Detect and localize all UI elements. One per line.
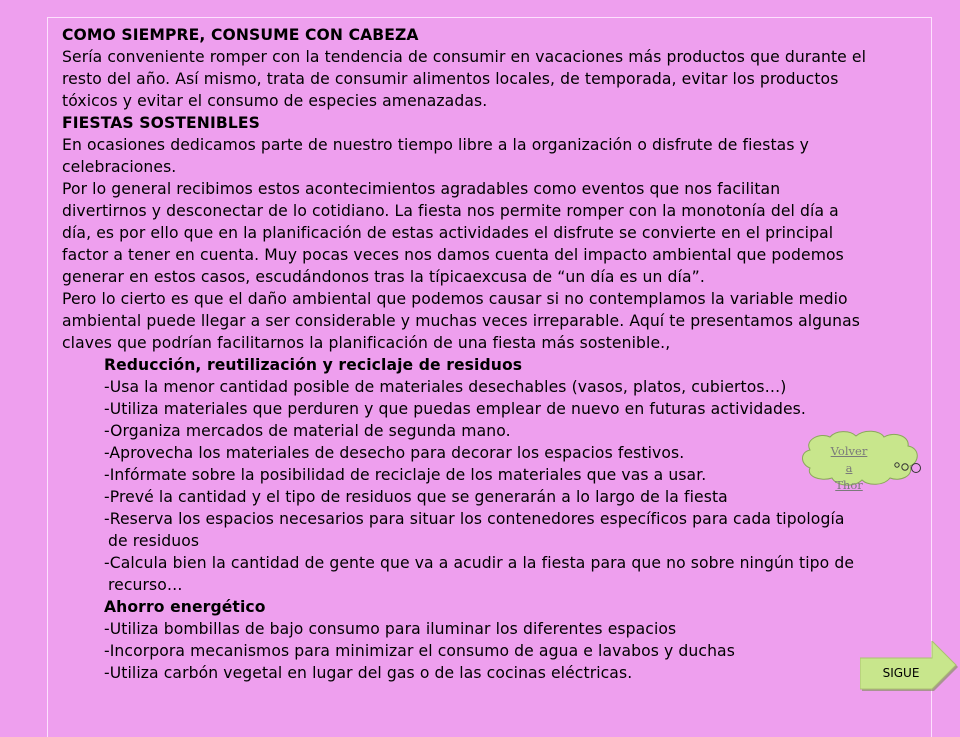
- list-item-line: -Utiliza bombillas de bajo consumo para iluminar los diferentes espacios: [104, 620, 677, 638]
- paragraph-line: resto del año. Así mismo, trata de consumir alimentos locales, de temporada, evitar los productos: [62, 70, 839, 88]
- paragraph-line: Pero lo cierto es que el daño ambiental que podemos causar si no contemplamos la variable medio: [62, 290, 848, 308]
- paragraph-line: divertirnos y desconectar de lo cotidiano. La fiesta nos permite romper con la monotonía del día a: [62, 202, 839, 220]
- list-item-line: -Utiliza carbón vegetal en lugar del gas o de las cocinas eléctricas.: [104, 664, 633, 682]
- list-item-line: -Aprovecha los materiales de desecho para decorar los espacios festivos.: [104, 444, 685, 462]
- paragraph-line: Por lo general recibimos estos acontecimientos agradables como eventos que nos facilitan: [62, 180, 781, 198]
- list-item-line: de residuos: [108, 532, 200, 550]
- list-item-line: -Reserva los espacios necesarios para situar los contenedores específicos para cada tipología: [104, 510, 845, 528]
- next-button-label: SIGUE: [882, 666, 920, 680]
- paragraph-line: generar en estos casos, escudándonos tras la típicaexcusa de “un día es un día”.: [62, 268, 705, 286]
- list-item-line: recurso…: [108, 576, 183, 594]
- list-item-line: -Usa la menor cantidad posible de materiales desechables (vasos, platos, cubiertos…): [104, 378, 787, 396]
- section-heading: FIESTAS SOSTENIBLES: [62, 114, 260, 132]
- paragraph-line: ambiental puede llegar a ser considerable y muchas veces irreparable. Aquí te presentamos algunas: [62, 312, 861, 330]
- list-item-line: -Prevé la cantidad y el tipo de residuos que se generarán a lo largo de la fiesta: [104, 488, 728, 506]
- paragraph-line: factor a tener en cuenta. Muy pocas veces nos damos cuenta del impacto ambiental que podemos: [62, 246, 844, 264]
- list-item-line: -Utiliza materiales que perduren y que puedas emplear de nuevo en futuras actividades.: [104, 400, 806, 418]
- list-item-line: -Incorpora mecanismos para minimizar el consumo de agua e lavabos y duchas: [104, 642, 735, 660]
- list-item-line: -Organiza mercados de material de segunda mano.: [104, 422, 511, 440]
- back-to-thor-cloud[interactable]: [798, 428, 932, 490]
- subsection-heading: Reducción, reutilización y reciclaje de residuos: [104, 356, 523, 374]
- paragraph-line: En ocasiones dedicamos parte de nuestro tiempo libre a la organización o disfrute de fiestas y: [62, 136, 809, 154]
- paragraph-line: tóxicos y evitar el consumo de especies amenazadas.: [62, 92, 488, 110]
- list-item-line: -Infórmate sobre la posibilidad de reciclaje de los materiales que vas a usar.: [104, 466, 707, 484]
- slide-text: [62, 24, 924, 684]
- list-item-line: -Calcula bien la cantidad de gente que va a acudir a la fiesta para que no sobre ningún tipo de: [104, 554, 855, 572]
- paragraph-line: día, es por ello que en la planificación de estas actividades el disfrute se convierte en el principal: [62, 224, 834, 242]
- section-heading: COMO SIEMPRE, CONSUME CON CABEZA: [62, 26, 419, 44]
- subsection-heading: Ahorro energético: [104, 598, 266, 616]
- back-to-thor-link[interactable]: [826, 443, 872, 494]
- back-link-line1: Volver a: [830, 444, 868, 475]
- paragraph-line: Sería conveniente romper con la tendencia de consumir en vacaciones más productos que durante el: [62, 48, 867, 66]
- back-link-line2: Thor: [835, 478, 863, 492]
- paragraph-line: celebraciones.: [62, 158, 177, 176]
- next-button[interactable]: [860, 641, 960, 693]
- paragraph-line: claves que podrían facilitarnos la planificación de una fiesta más sostenible.,: [62, 334, 671, 352]
